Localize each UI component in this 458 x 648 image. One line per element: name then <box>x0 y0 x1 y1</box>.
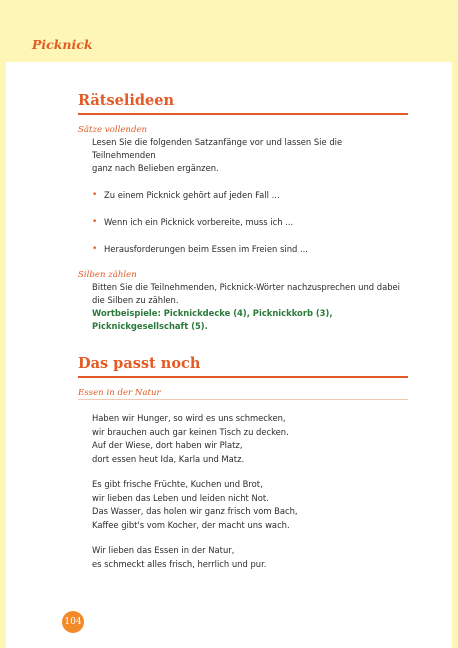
intro-text-line: ganz nach Belieben ergänzen. <box>92 163 219 173</box>
examples-words: Picknickdecke (4), Picknickkorb (3), <box>163 308 333 318</box>
section-title-raetselideen: Rätselideen <box>78 92 175 109</box>
poem-line: dort essen heut Ida, Karla und Matz. <box>92 453 245 464</box>
poem-line: Es gibt frische Früchte, Kuchen und Brot, <box>92 479 263 489</box>
poem-line: Wir lieben das Essen in der Natur, <box>92 545 235 555</box>
bullet-dot-icon: • <box>92 190 98 200</box>
subsection-title-essen: Essen in der Natur <box>78 388 161 398</box>
intro-text-line: Lesen Sie die folgenden Satzanfänge vor und lassen Sie die Teilnehmenden <box>92 137 343 160</box>
bullet-dot-icon: • <box>92 217 98 227</box>
page-header <box>0 0 458 62</box>
examples-line: Picknickgesellschaft (5). <box>92 321 208 331</box>
poem-line: wir lieben das Leben und leiden nicht Not. <box>92 492 269 503</box>
page-body <box>6 62 452 648</box>
bullet-item: • Wenn ich ein Picknick vorbereite, muss ich ... <box>92 217 294 227</box>
poem-line: es schmeckt alles frisch, herrlich und pur. <box>92 558 267 569</box>
body-text-line: die Silben zu zählen. <box>92 295 179 305</box>
bullet-item: • Herausforderungen beim Essen im Freien sind ... <box>92 244 308 254</box>
page-number-badge: 104 <box>62 611 84 633</box>
examples-label: Wortbeispiele: <box>92 308 161 318</box>
poem-line: Kaffee gibt's vom Kocher, der macht uns wach. <box>92 519 290 530</box>
section-title-das-passt-noch: Das passt noch <box>78 355 201 372</box>
body-text-line: Bitten Sie die Teilnehmenden, Picknick-Wörter nachzusprechen und dabei <box>92 282 401 292</box>
subsection-title-saetze: Sätze vollenden <box>78 125 148 135</box>
subsection-title-silben: Silben zählen <box>78 270 137 280</box>
bullet-dot-icon: • <box>92 244 98 254</box>
bullet-item: • Zu einem Picknick gehört auf jeden Fall ... <box>92 190 280 200</box>
poem-line: Das Wasser, das holen wir ganz frisch vom Bach, <box>92 506 298 516</box>
content <box>78 92 408 571</box>
poem-line: Haben wir Hunger, so wird es uns schmecken, <box>92 413 286 423</box>
header-title: Picknick <box>32 37 93 52</box>
poem-line: Auf der Wiese, dort haben wir Platz, <box>92 440 243 450</box>
examples-line <box>78 307 408 320</box>
poem-line: wir brauchen auch gar keinen Tisch zu decken. <box>92 426 289 437</box>
